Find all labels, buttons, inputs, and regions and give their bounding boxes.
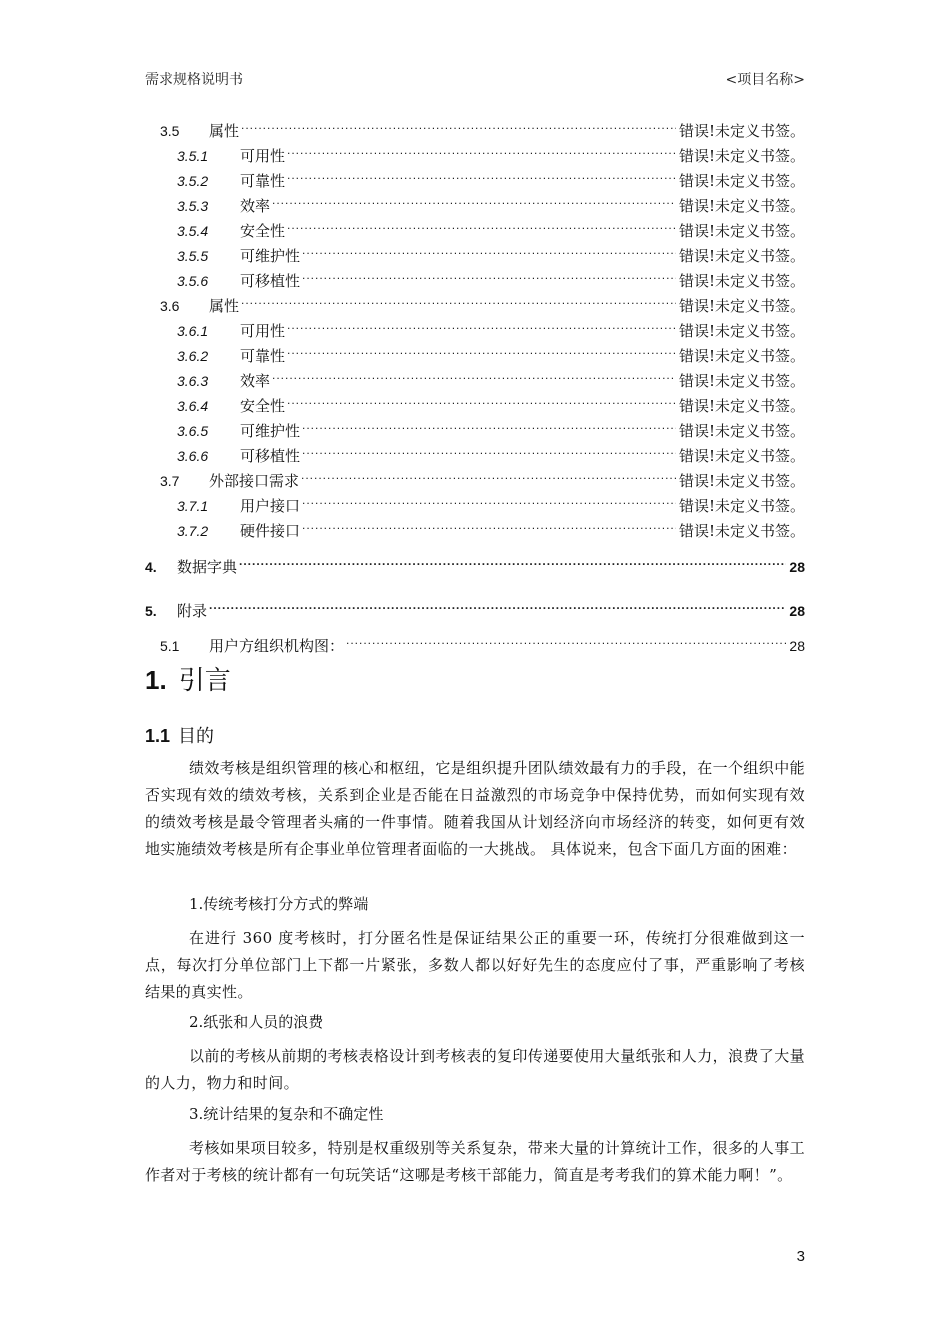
toc-leader-dots xyxy=(302,524,676,538)
header-doc-title: 需求规格说明书 xyxy=(145,72,243,88)
toc-entry-page: 28 xyxy=(789,637,805,654)
toc-leader-dots xyxy=(272,199,676,213)
toc-leader-dots xyxy=(241,299,676,313)
toc-entry-page: 28 xyxy=(789,602,805,619)
toc-leader-dots xyxy=(272,374,676,388)
toc-entry[interactable] xyxy=(145,193,805,218)
toc-leader-dots xyxy=(301,474,676,488)
toc-entry-page: 错误!未定义书签。 xyxy=(678,522,805,540)
toc-leader-dots xyxy=(287,149,676,163)
toc-entry-title: 安全性 xyxy=(240,397,286,415)
toc-entry-number: 4. xyxy=(145,558,157,575)
toc-entry-number: 3.5.2 xyxy=(177,172,209,189)
toc-entry-page: 错误!未定义书签。 xyxy=(678,172,805,190)
subpoint-1: 1.传统考核打分方式的弊端 xyxy=(189,895,369,913)
toc-entry-page: 错误!未定义书签。 xyxy=(678,372,805,390)
toc-leader-dots xyxy=(287,349,676,363)
toc-entry-title: 可靠性 xyxy=(240,172,286,190)
toc-entry-number: 3.7.1 xyxy=(177,497,209,514)
toc-leader-dots xyxy=(239,560,786,574)
toc-entry[interactable] xyxy=(145,243,805,268)
toc-entry-title: 属性 xyxy=(209,297,240,315)
toc-entry-number: 3.5.6 xyxy=(177,272,209,289)
toc-entry-title: 安全性 xyxy=(240,222,286,240)
toc-entry-number: 3.5.1 xyxy=(177,147,209,164)
toc-entry-title: 可移植性 xyxy=(240,447,301,465)
toc-entry-number: 5.1 xyxy=(160,637,180,654)
toc-entry-title: 可移植性 xyxy=(240,272,301,290)
toc-entry[interactable] xyxy=(145,393,805,418)
section-heading-1-1 xyxy=(145,722,214,748)
toc-entry-page: 错误!未定义书签。 xyxy=(678,297,805,315)
paragraph-point-1: 在进行 360 度考核时，打分匿名性是保证结果公正的重要一环，传统打分很难做到这一点，每次打分单位部门上下都一片紧张，多数人都以好好先生的态度应付了事，严重影响了考核结果的真实性。 xyxy=(145,929,805,1001)
toc-entry-number: 3.6 xyxy=(160,297,180,314)
toc-entry-page: 错误!未定义书签。 xyxy=(678,222,805,240)
toc-entry-page: 错误!未定义书签。 xyxy=(678,247,805,265)
toc-entry-title: 外部接口需求 xyxy=(209,472,300,490)
toc-entry-page: 错误!未定义书签。 xyxy=(678,422,805,440)
subpoint-2: 2.纸张和人员的浪费 xyxy=(189,1013,324,1031)
paragraph-purpose: 绩效考核是组织管理的核心和枢纽，它是组织提升团队绩效最有力的手段，在一个组织中能否实现有效的绩效考核，关系到企业是否能在日益激烈的市场竞争中保持优势，而如何实现有效的绩效考核是最令管理者头痛的一件事情。随着我国从计划经济向市场经济的转变，如何更有效地实施绩效考核是所有企事业单位管理者面临的一大挑战。 具体说来，包含下面几方面的困难： xyxy=(145,759,806,858)
table-of-contents xyxy=(145,118,805,658)
toc-entry-number: 3.6.5 xyxy=(177,422,209,439)
toc-entry-title: 数据字典 xyxy=(177,558,238,576)
toc-entry[interactable] xyxy=(145,418,805,443)
toc-leader-dots xyxy=(209,604,786,618)
toc-entry-title: 效率 xyxy=(240,197,271,215)
toc-entry-page: 错误!未定义书签。 xyxy=(678,472,805,490)
toc-entry[interactable] xyxy=(145,443,805,468)
toc-entry-page: 错误!未定义书签。 xyxy=(678,322,805,340)
toc-entry-title: 可维护性 xyxy=(240,422,301,440)
section-heading-1 xyxy=(145,660,231,697)
toc-entry[interactable] xyxy=(145,218,805,243)
toc-entry[interactable] xyxy=(145,343,805,368)
toc-entry-number: 3.5.4 xyxy=(177,222,209,239)
toc-entry-page: 错误!未定义书签。 xyxy=(678,197,805,215)
toc-entry-title: 可靠性 xyxy=(240,347,286,365)
toc-leader-dots xyxy=(287,174,676,188)
toc-entry-page: 错误!未定义书签。 xyxy=(678,272,805,290)
toc-entry-number: 3.6.3 xyxy=(177,372,209,389)
toc-entry[interactable] xyxy=(145,293,805,318)
toc-entry-page: 错误!未定义书签。 xyxy=(678,347,805,365)
toc-entry-page: 错误!未定义书签。 xyxy=(678,447,805,465)
toc-entry[interactable] xyxy=(145,633,805,658)
subsection-number: 1.1 xyxy=(145,726,171,746)
toc-entry-number: 3.6.1 xyxy=(177,322,209,339)
toc-entry[interactable] xyxy=(145,143,805,168)
section-title: 引言 xyxy=(178,666,231,696)
toc-entry-title: 属性 xyxy=(209,122,240,140)
paragraph-point-3: 考核如果项目较多，特别是权重级别等关系复杂，带来大量的计算统计工作，很多的人事工作者对于考核的统计都有一句玩笑话“这哪是考核干部能力，简直是考考我们的算术能力啊！”。 xyxy=(145,1139,806,1184)
page-number: 3 xyxy=(796,1248,805,1265)
toc-entry-number: 5. xyxy=(145,602,157,619)
subpoint-3: 3.统计结果的复杂和不确定性 xyxy=(189,1105,384,1123)
toc-entry-title: 效率 xyxy=(240,372,271,390)
toc-entry-number: 3.5 xyxy=(160,122,180,139)
toc-entry[interactable] xyxy=(145,598,805,623)
toc-leader-dots xyxy=(287,399,676,413)
toc-leader-dots xyxy=(302,499,676,513)
toc-entry-title: 可用性 xyxy=(240,147,286,165)
toc-entry-title: 可维护性 xyxy=(240,247,301,265)
toc-entry-title: 附录 xyxy=(177,602,208,620)
toc-entry-number: 3.6.4 xyxy=(177,397,209,414)
toc-entry[interactable] xyxy=(145,268,805,293)
toc-entry-number: 3.7 xyxy=(160,472,180,489)
toc-entry-title: 硬件接口 xyxy=(240,522,301,540)
toc-entry[interactable] xyxy=(145,118,805,143)
toc-entry[interactable] xyxy=(145,318,805,343)
toc-entry-title: 用户接口 xyxy=(240,497,301,515)
toc-entry-number: 3.5.5 xyxy=(177,247,209,264)
toc-entry-title: 可用性 xyxy=(240,322,286,340)
section-number: 1. xyxy=(145,665,167,695)
toc-entry[interactable] xyxy=(145,368,805,393)
toc-entry-page: 错误!未定义书签。 xyxy=(678,397,805,415)
paragraph-point-2: 以前的考核从前期的考核表格设计到考核表的复印传递要使用大量纸张和人力，浪费了大量的人力，物力和时间。 xyxy=(145,1047,806,1092)
toc-entry[interactable] xyxy=(145,468,805,493)
toc-entry[interactable] xyxy=(145,518,805,543)
toc-leader-dots xyxy=(302,449,676,463)
toc-entry-page: 错误!未定义书签。 xyxy=(678,122,805,140)
toc-leader-dots xyxy=(287,324,676,338)
toc-leader-dots xyxy=(302,274,676,288)
toc-entry-title: 用户方组织机构图： xyxy=(209,637,345,655)
toc-leader-dots xyxy=(241,124,676,138)
toc-entry-page: 错误!未定义书签。 xyxy=(678,147,805,165)
toc-entry[interactable] xyxy=(145,168,805,193)
header-project-name: <项目名称> xyxy=(725,72,805,88)
toc-entry-page: 28 xyxy=(789,558,805,575)
toc-entry[interactable] xyxy=(145,493,805,518)
toc-entry-number: 3.6.6 xyxy=(177,447,209,464)
toc-leader-dots xyxy=(302,249,676,263)
toc-leader-dots xyxy=(287,224,676,238)
toc-entry-number: 3.7.2 xyxy=(177,522,209,539)
subsection-title: 目的 xyxy=(178,726,215,747)
toc-leader-dots xyxy=(302,424,676,438)
toc-entry-number: 3.6.2 xyxy=(177,347,209,364)
toc-entry-page: 错误!未定义书签。 xyxy=(678,497,805,515)
toc-entry[interactable] xyxy=(145,554,805,579)
toc-leader-dots xyxy=(346,639,786,653)
toc-entry-number: 3.5.3 xyxy=(177,197,209,214)
